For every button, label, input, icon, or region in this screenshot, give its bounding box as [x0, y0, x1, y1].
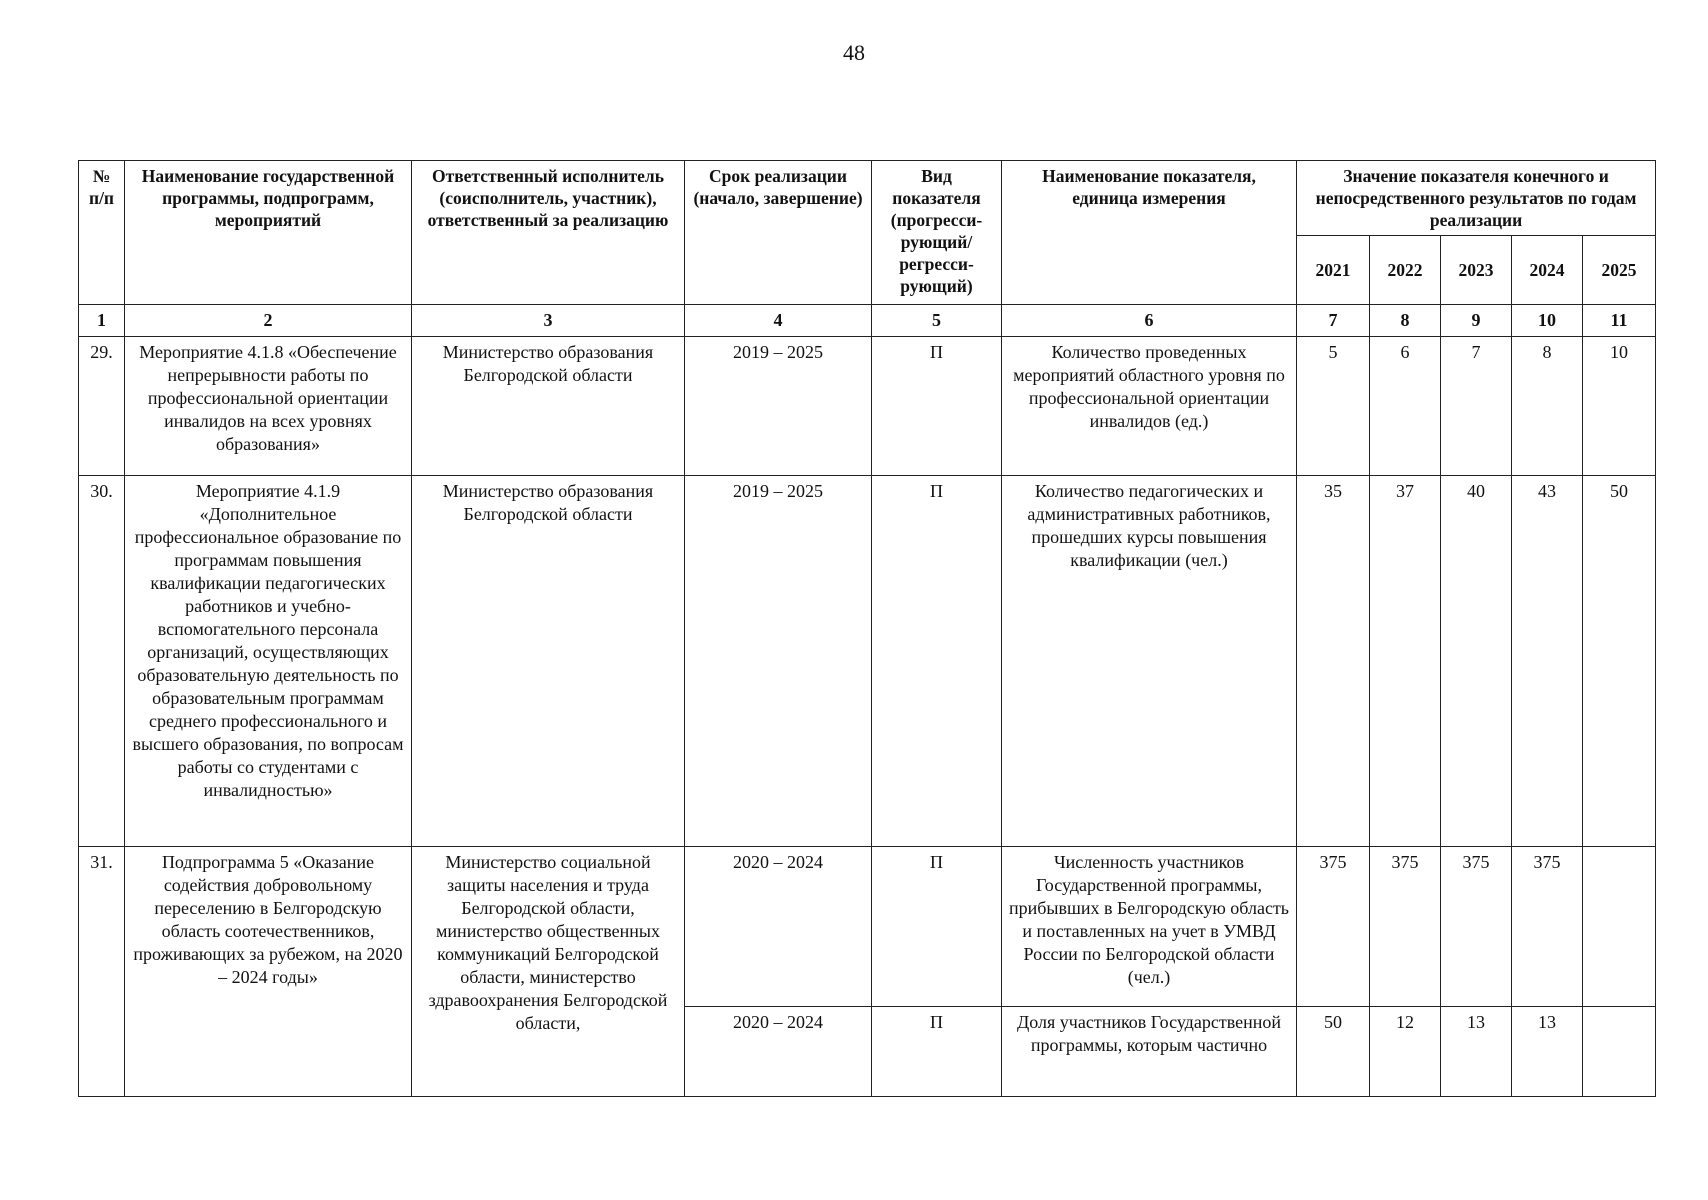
program-name: Подпрограмма 5 «Оказание содействия добровольному переселению в Белгородскую область соотечественников, проживающих за рубежом, на 2020 – 2024 годы»	[125, 847, 412, 1097]
indicator-name: Численность участников Государственной программы, прибывших в Белгородскую область и поставленных на учет в УМВД России по Белгородской области (чел.)	[1002, 847, 1297, 1007]
value-2022: 375	[1370, 847, 1441, 1007]
header-executor: Ответственный исполнитель (соисполнитель, участник), ответственный за реализацию	[412, 161, 685, 305]
column-numbers-row	[79, 305, 1656, 337]
value-2023: 375	[1441, 847, 1512, 1007]
program-name: Мероприятие 4.1.8 «Обеспечение непрерывности работы по профессиональной ориентации инвалидов на всех уровнях образования»	[125, 337, 412, 476]
value-2022: 6	[1370, 337, 1441, 476]
header-program-name: Наименование государственной программы, подпрограмм, мероприятий	[125, 161, 412, 305]
period: 2020 – 2024	[685, 847, 872, 1007]
value-2023: 7	[1441, 337, 1512, 476]
column-number: 9	[1441, 305, 1512, 337]
executor: Министерство образования Белгородской области	[412, 476, 685, 847]
value-2021: 35	[1297, 476, 1370, 847]
value-2022: 37	[1370, 476, 1441, 847]
value-2025	[1583, 847, 1656, 1007]
indicator-name: Количество проведенных мероприятий областного уровня по профессиональной ориентации инвалидов (ед.)	[1002, 337, 1297, 476]
row-number: 31.	[79, 847, 125, 1097]
header-year: 2021	[1297, 236, 1370, 305]
value-2023: 13	[1441, 1007, 1512, 1097]
row-number: 29.	[79, 337, 125, 476]
value-2021: 5	[1297, 337, 1370, 476]
value-2021: 375	[1297, 847, 1370, 1007]
indicator-type: П	[872, 847, 1002, 1007]
column-number: 1	[79, 305, 125, 337]
value-2021: 50	[1297, 1007, 1370, 1097]
header-period: Срок реализации (начало, завершение)	[685, 161, 872, 305]
value-2024: 43	[1512, 476, 1583, 847]
column-number: 5	[872, 305, 1002, 337]
indicator-name: Доля участников Государственной программы, которым частично	[1002, 1007, 1297, 1097]
page-number: 48	[843, 40, 865, 65]
indicator-type: П	[872, 1007, 1002, 1097]
value-2025: 50	[1583, 476, 1656, 847]
column-number: 10	[1512, 305, 1583, 337]
column-number: 3	[412, 305, 685, 337]
column-number: 2	[125, 305, 412, 337]
value-2024: 8	[1512, 337, 1583, 476]
header-indicator-name: Наименование показателя, единица измерения	[1002, 161, 1297, 305]
period: 2019 – 2025	[685, 476, 872, 847]
row-number: 30.	[79, 476, 125, 847]
header-indicator-type: Вид показателя (прогресси-рующий/ регресси-рующий)	[872, 161, 1002, 305]
program-name: Мероприятие 4.1.9 «Дополнительное профессиональное образование по программам повышения квалификации педагогических работников и учебно-вспомогательного персонала организаций, осуществляющих образовательную деятельность по образовательным программам среднего профессионального и высшего образования, по вопросам работы со студентами с инвалидностью»	[125, 476, 412, 847]
header-year: 2023	[1441, 236, 1512, 305]
executor: Министерство социальной защиты населения и труда Белгородской области, министерство общественных коммуникаций Белгородской области, министерство здравоохранения Белгородской области,	[412, 847, 685, 1097]
table-row	[79, 476, 1656, 847]
table-row	[79, 337, 1656, 476]
value-2025: 10	[1583, 337, 1656, 476]
indicator-type: П	[872, 476, 1002, 847]
column-number: 8	[1370, 305, 1441, 337]
header-number: № п/п	[79, 161, 125, 305]
period: 2020 – 2024	[685, 1007, 872, 1097]
column-number: 11	[1583, 305, 1656, 337]
value-2025	[1583, 1007, 1656, 1097]
program-table	[78, 160, 1656, 1097]
column-number: 4	[685, 305, 872, 337]
column-number: 6	[1002, 305, 1297, 337]
indicator-type: П	[872, 337, 1002, 476]
value-2023: 40	[1441, 476, 1512, 847]
period: 2019 – 2025	[685, 337, 872, 476]
column-number: 7	[1297, 305, 1370, 337]
header-year: 2025	[1583, 236, 1656, 305]
table-row	[79, 847, 1656, 1007]
header-year: 2024	[1512, 236, 1583, 305]
value-2024: 13	[1512, 1007, 1583, 1097]
value-2022: 12	[1370, 1007, 1441, 1097]
value-2024: 375	[1512, 847, 1583, 1007]
executor: Министерство образования Белгородской области	[412, 337, 685, 476]
indicator-name: Количество педагогических и административных работников, прошедших курсы повышения квалификации (чел.)	[1002, 476, 1297, 847]
header-values: Значение показателя конечного и непосредственного результатов по годам реализации	[1297, 161, 1656, 236]
header-row	[79, 161, 1656, 236]
header-year: 2022	[1370, 236, 1441, 305]
